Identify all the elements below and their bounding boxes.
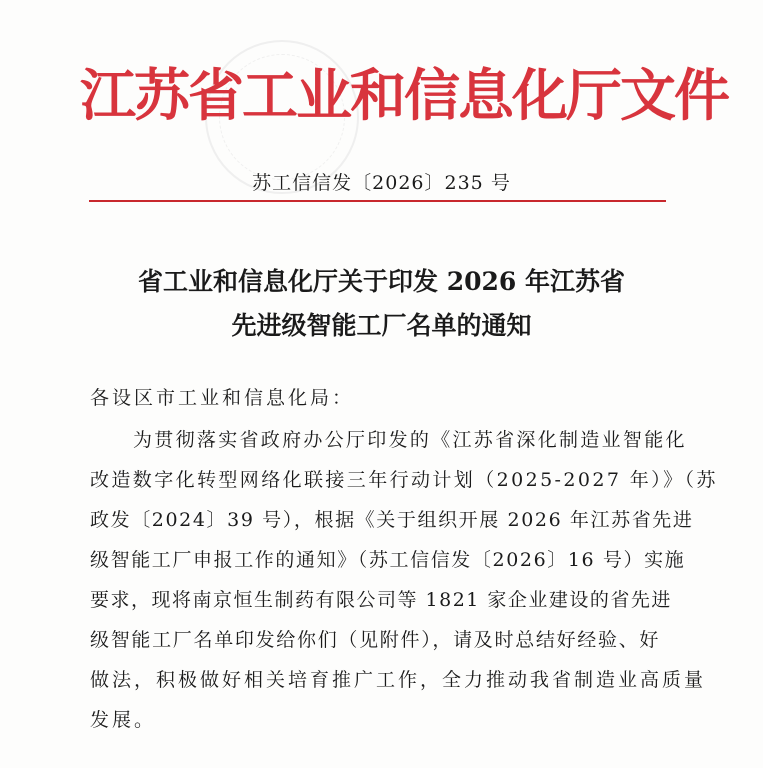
body-line: 级智能工厂名单印发给你们（见附件），请及时总结好经验、好 xyxy=(90,629,661,651)
body-line: 政发〔2024〕39 号），根据《关于组织开展 2026 年江苏省先进 xyxy=(90,509,694,531)
document-number: 苏工信信发〔2026〕235 号 xyxy=(252,172,511,194)
body-line: 改造数字化转型网络化联接三年行动计划（2025-2027 年）》（苏 xyxy=(90,469,718,491)
body-line: 发展。 xyxy=(90,709,157,731)
body-line: 为贯彻落实省政府办公厅印发的《江苏省深化制造业智能化 xyxy=(133,429,687,451)
body-line: 级智能工厂申报工作的通知》（苏工信信发〔2026〕16 号）实施 xyxy=(90,549,686,571)
issuing-authority-header: 江苏省工业和信息化厅文件 xyxy=(80,63,728,129)
notice-title-line-2: 先进级智能工厂名单的通知 xyxy=(231,311,532,340)
body-line: 要求，现将南京恒生制药有限公司等 1821 家企业建设的省先进 xyxy=(90,589,672,611)
body-line: 做法，积极做好相关培育推广工作，全力推动我省制造业高质量 xyxy=(90,669,707,691)
red-separator-rule xyxy=(89,200,666,202)
salutation: 各设区市工业和信息化局： xyxy=(90,387,355,409)
notice-title-line-1: 省工业和信息化厅关于印发 2026 年江苏省 xyxy=(138,267,625,296)
